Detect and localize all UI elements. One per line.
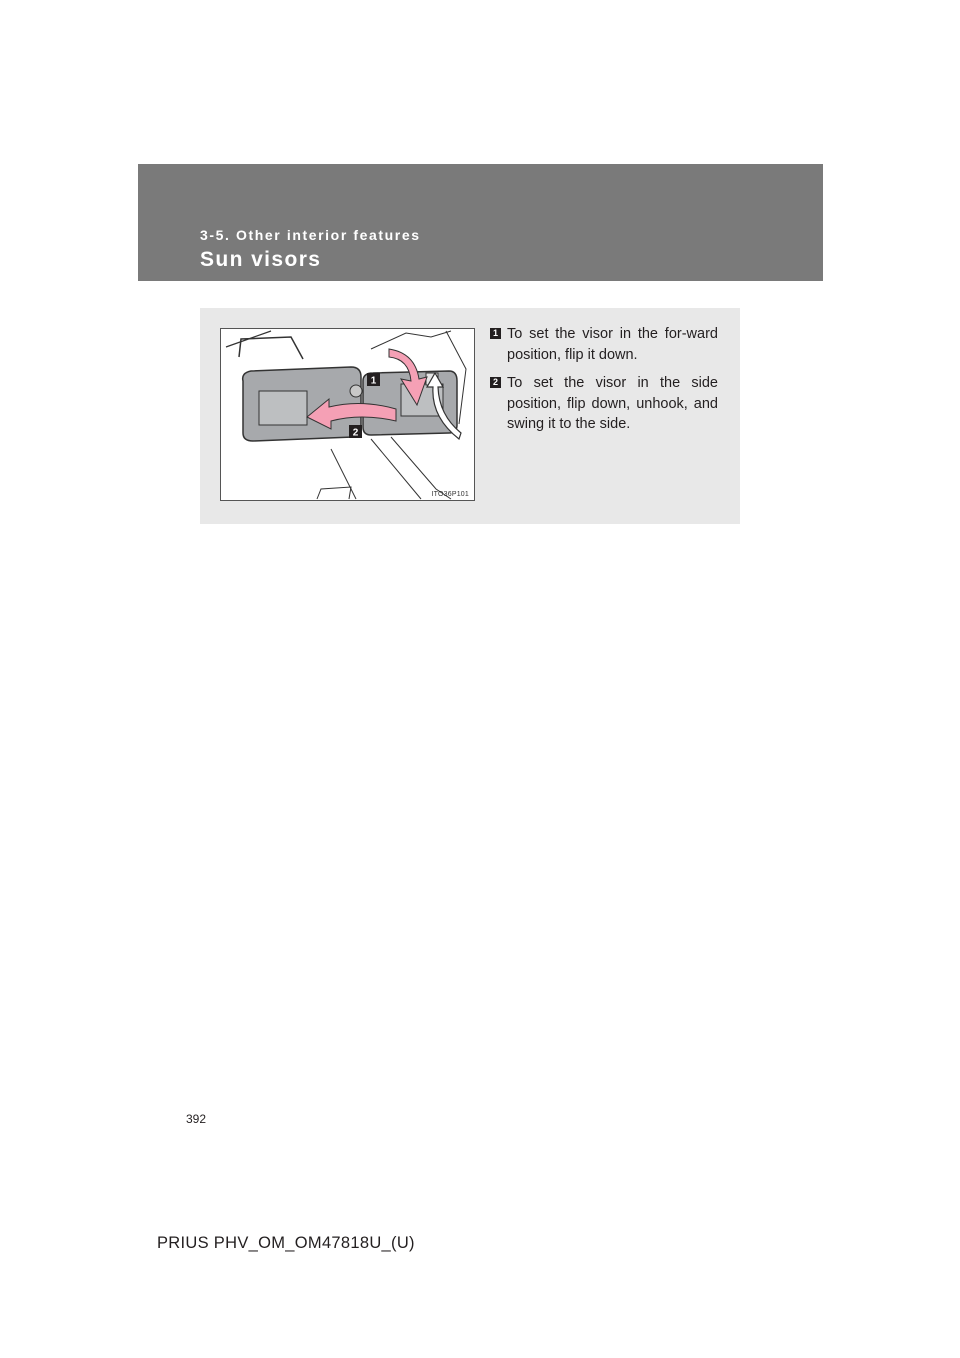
visor-mount [350, 385, 362, 397]
instruction-panel [200, 308, 740, 524]
step-number-badge: 2 [490, 377, 501, 388]
page-title: Sun visors [200, 248, 322, 271]
sun-visor-illustration [220, 328, 475, 501]
page-number: 392 [186, 1112, 207, 1126]
step-number-badge: 1 [490, 328, 501, 339]
pillar-line [371, 439, 421, 499]
mirror-outline [317, 487, 351, 499]
callout-2-label: 2 [352, 427, 359, 439]
roof-line [371, 331, 451, 349]
section-label: 3-5. Other interior features [200, 227, 421, 243]
document-code: PRIUS PHV_OM_OM47818U_(U) [157, 1234, 415, 1252]
vanity-mirror [259, 391, 307, 425]
figure-code: ITO36P101 [431, 491, 469, 498]
step-item [490, 324, 718, 365]
callout-1-label: 1 [370, 375, 377, 387]
grab-handle [239, 337, 303, 359]
sun-visor-drawing [221, 329, 474, 500]
pillar-line [331, 449, 356, 499]
step-item [490, 373, 718, 435]
step-list [490, 324, 718, 443]
step-text: To set the visor in the for-ward position, flip it down. [507, 326, 718, 363]
section-header [138, 164, 823, 281]
step-text: To set the visor in the side position, flip down, unhook, and swing it to the side. [507, 375, 718, 432]
pillar-line [391, 437, 451, 499]
